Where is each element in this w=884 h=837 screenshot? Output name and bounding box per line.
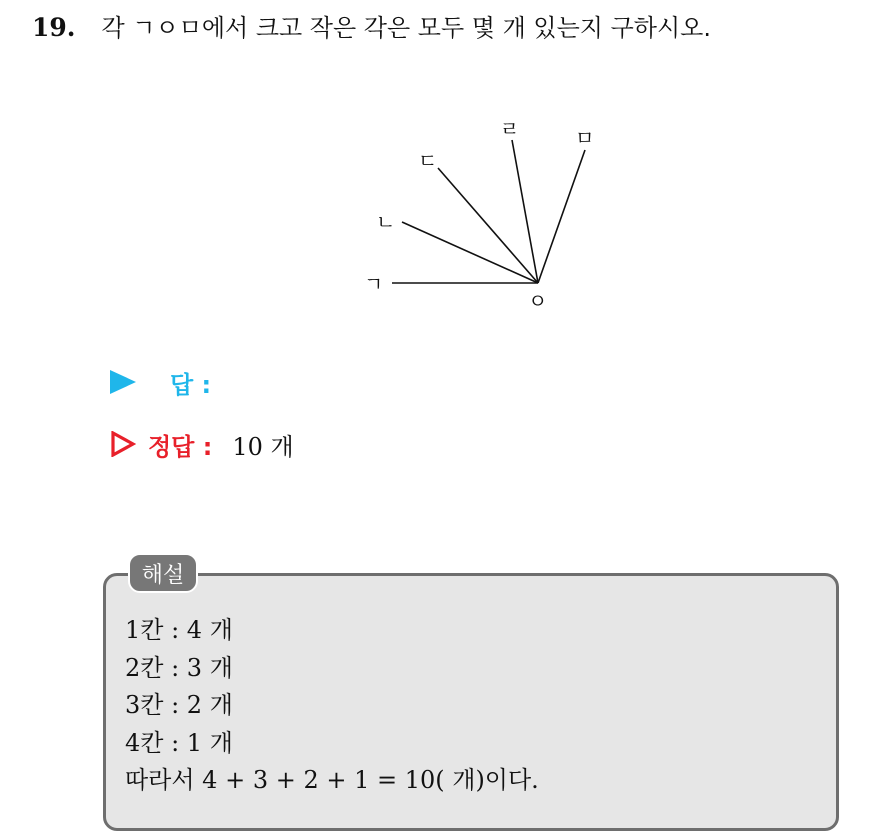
correct-answer-row	[110, 424, 294, 464]
outline-arrow-icon	[110, 431, 136, 457]
explanation-line: 4칸 : 1 개	[125, 728, 233, 757]
label-m: ㅁ	[575, 126, 595, 150]
label-n: ㄴ	[376, 210, 396, 234]
ray-d	[438, 168, 538, 283]
label-d: ㄷ	[418, 149, 438, 173]
angle-figure	[350, 105, 630, 325]
label-o: ㅇ	[528, 289, 548, 313]
ray-n	[402, 222, 538, 283]
ray-m	[538, 150, 585, 283]
explanation-line: 3칸 : 2 개	[125, 691, 233, 719]
play-arrow-icon	[110, 370, 136, 394]
label-g: ㄱ	[364, 272, 384, 296]
explanation-tab: 해설	[128, 553, 198, 593]
correct-answer-label: 정답 :	[148, 432, 213, 461]
explanation-conclusion: 따라서 4 + 3 + 2 + 1 = 10( 개)이다.	[125, 766, 539, 794]
angle-diagram	[350, 105, 630, 325]
answer-label: 답 :	[170, 370, 212, 399]
question-text: 각 ㄱㅇㅁ에서 크고 작은 각은 모두 몇 개 있는지 구하시오.	[101, 14, 711, 42]
question	[32, 10, 711, 46]
explanation-lines	[125, 612, 539, 800]
ray-r	[512, 140, 538, 283]
explanation-line: 2칸 : 3 개	[125, 653, 233, 682]
answer-row	[110, 364, 211, 400]
question-number: 19.	[32, 13, 76, 42]
correct-answer-value: 10 개	[232, 432, 294, 461]
label-r: ㄹ	[500, 117, 520, 141]
explanation-line: 1칸 : 4 개	[125, 616, 233, 644]
